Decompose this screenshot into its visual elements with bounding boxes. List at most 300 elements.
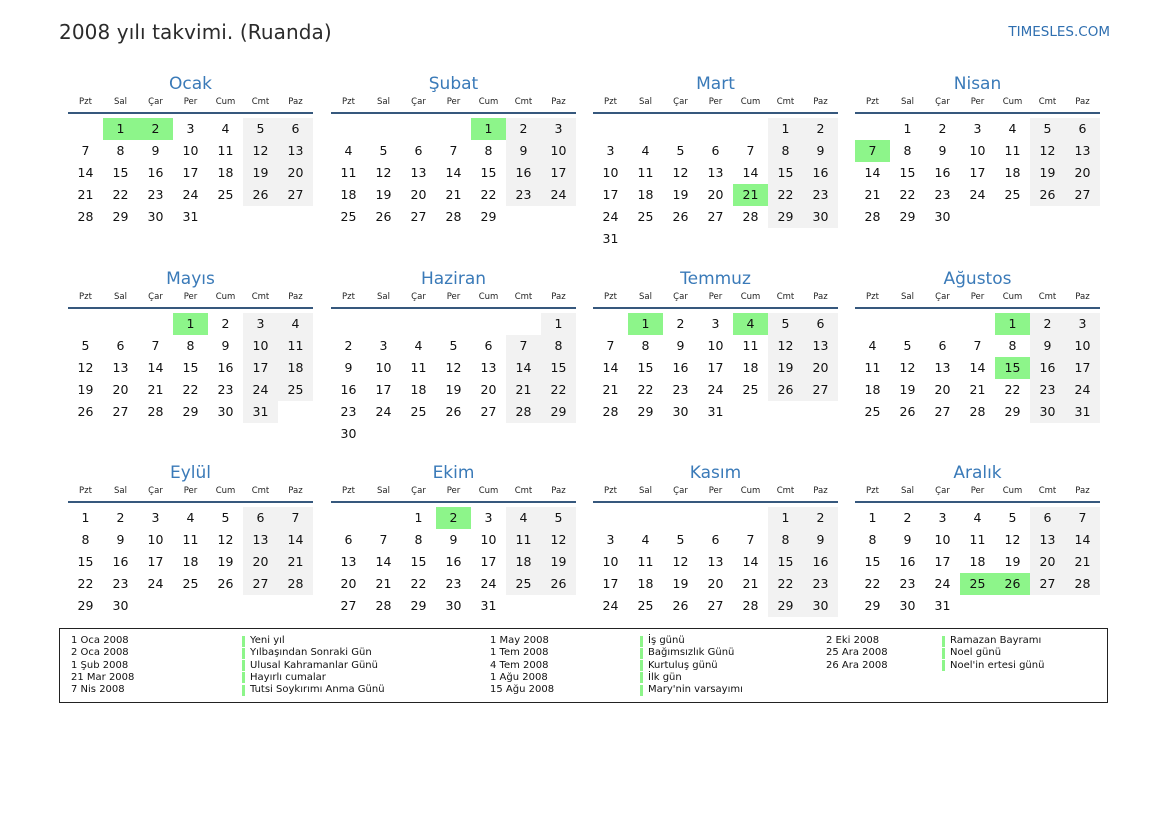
day-cell: 16 xyxy=(340,382,357,397)
day-cell: 14 xyxy=(375,554,392,569)
day-cell: 5 xyxy=(676,143,685,158)
day-cell: 13 xyxy=(934,360,951,375)
day-cell: 6 xyxy=(803,313,838,335)
day-cell: 11 xyxy=(637,165,654,180)
legend-holiday-name: Mary'nin varsayımı xyxy=(648,684,743,696)
weekday-label: Cmt xyxy=(251,292,270,302)
holiday-day-cell: 1 xyxy=(995,313,1030,335)
day-cell: 12 xyxy=(375,165,392,180)
month-block xyxy=(68,269,313,439)
day-cell: 9 xyxy=(344,360,353,375)
day-cell: 31 xyxy=(707,404,724,419)
day-cell: 5 xyxy=(1030,118,1065,140)
day-cell: 10 xyxy=(147,532,164,547)
day-cell: 8 xyxy=(116,143,125,158)
day-cell: 22 xyxy=(77,576,94,591)
weekday-label: Çar xyxy=(673,97,688,107)
weekday-label: Çar xyxy=(148,292,163,302)
day-cell: 6 xyxy=(344,532,353,547)
day-cell: 9 xyxy=(938,143,947,158)
month-rule xyxy=(68,307,313,309)
day-cell: 10 xyxy=(602,165,619,180)
day-cell: 14 xyxy=(445,165,462,180)
day-cell: 3 xyxy=(606,532,615,547)
day-cell: 16 xyxy=(445,554,462,569)
day-cell: 22 xyxy=(899,187,916,202)
day-cell: 22 xyxy=(480,187,497,202)
legend-holiday-marker xyxy=(942,636,945,647)
day-cell: 28 xyxy=(445,209,462,224)
day-cell: 21 xyxy=(77,187,94,202)
month-block xyxy=(68,463,313,633)
legend-holiday-name: Noel'in ertesi günü xyxy=(950,659,1045,671)
day-cell: 11 xyxy=(506,529,541,551)
weekday-label: Pzt xyxy=(79,97,92,107)
day-cell: 22 xyxy=(768,184,803,206)
day-cell: 4 xyxy=(186,510,195,525)
day-cell: 6 xyxy=(711,143,720,158)
day-cell: 18 xyxy=(742,360,759,375)
day-cell: 9 xyxy=(449,532,458,547)
day-cell: 11 xyxy=(410,360,427,375)
day-cell: 22 xyxy=(182,382,199,397)
legend-date: 15 Ağu 2008 xyxy=(490,684,555,696)
weekday-label: Sal xyxy=(639,486,652,496)
weekday-label: Pzt xyxy=(866,292,879,302)
day-cell: 15 xyxy=(77,554,94,569)
legend-holiday-name: Hayırlı cumalar xyxy=(250,671,326,683)
weekday-label: Paz xyxy=(813,97,828,107)
day-cell: 7 xyxy=(449,143,458,158)
day-cell: 29 xyxy=(77,598,94,613)
day-cell: 23 xyxy=(1030,379,1065,401)
day-cell: 31 xyxy=(480,598,497,613)
day-cell: 17 xyxy=(602,187,619,202)
holiday-day-cell: 15 xyxy=(995,357,1030,379)
day-cell: 5 xyxy=(768,313,803,335)
day-cell: 7 xyxy=(379,532,388,547)
day-cell: 1 xyxy=(768,118,803,140)
day-cell: 18 xyxy=(969,554,986,569)
day-cell: 23 xyxy=(445,576,462,591)
day-cell: 31 xyxy=(243,401,278,423)
day-cell: 10 xyxy=(934,532,951,547)
day-cell: 3 xyxy=(606,143,615,158)
day-cell: 30 xyxy=(340,426,357,441)
day-cell: 12 xyxy=(1030,140,1065,162)
month-name: Ocak xyxy=(169,74,212,94)
legend-holiday-marker xyxy=(640,648,643,659)
day-cell: 23 xyxy=(934,187,951,202)
day-cell: 24 xyxy=(375,404,392,419)
day-cell: 17 xyxy=(375,382,392,397)
month-rule xyxy=(68,501,313,503)
weekday-label: Çar xyxy=(148,486,163,496)
day-cell: 11 xyxy=(182,532,199,547)
weekday-label: Paz xyxy=(1075,292,1090,302)
legend-date: 1 Ağu 2008 xyxy=(490,671,548,683)
day-cell: 14 xyxy=(1065,529,1100,551)
weekday-label: Pzt xyxy=(342,97,355,107)
legend-holiday-name: Bağımsızlık Günü xyxy=(648,647,735,659)
day-cell: 13 xyxy=(243,529,278,551)
legend-holiday-marker xyxy=(942,648,945,659)
day-cell: 10 xyxy=(182,143,199,158)
day-cell: 2 xyxy=(676,316,685,331)
weekday-label: Paz xyxy=(551,97,566,107)
day-cell: 1 xyxy=(903,121,912,136)
day-cell: 8 xyxy=(768,529,803,551)
weekday-label: Çar xyxy=(148,97,163,107)
day-cell: 19 xyxy=(541,551,576,573)
day-cell: 24 xyxy=(480,576,497,591)
month-block xyxy=(855,463,1100,633)
day-cell: 3 xyxy=(541,118,576,140)
day-cell: 20 xyxy=(243,551,278,573)
day-cell: 3 xyxy=(151,510,160,525)
month-block xyxy=(331,269,576,439)
legend-holiday-name: Ramazan Bayramı xyxy=(950,635,1042,646)
month-rule xyxy=(593,501,838,503)
weekday-label: Sal xyxy=(901,97,914,107)
day-cell: 7 xyxy=(278,507,313,529)
day-cell: 15 xyxy=(410,554,427,569)
day-cell: 24 xyxy=(707,382,724,397)
weekday-label: Çar xyxy=(411,292,426,302)
day-cell: 10 xyxy=(1065,335,1100,357)
day-cell: 6 xyxy=(414,143,423,158)
month-block xyxy=(331,74,576,244)
weekday-label: Per xyxy=(183,292,198,302)
day-cell: 23 xyxy=(506,184,541,206)
month-rule xyxy=(855,501,1100,503)
day-cell: 6 xyxy=(278,118,313,140)
legend-date: 21 Mar 2008 xyxy=(71,671,135,683)
day-cell: 17 xyxy=(147,554,164,569)
weekday-label: Cmt xyxy=(1038,292,1057,302)
day-cell: 30 xyxy=(672,404,689,419)
day-cell: 17 xyxy=(541,162,576,184)
day-cell: 10 xyxy=(969,143,986,158)
day-cell: 8 xyxy=(641,338,650,353)
legend-date: 2 Oca 2008 xyxy=(71,647,129,659)
day-cell: 7 xyxy=(151,338,160,353)
weekday-label: Cmt xyxy=(514,486,533,496)
day-cell: 19 xyxy=(672,187,689,202)
legend-holiday-name: Yeni yıl xyxy=(250,635,285,646)
day-cell: 2 xyxy=(938,121,947,136)
day-cell: 7 xyxy=(506,335,541,357)
day-cell: 3 xyxy=(1065,313,1100,335)
day-cell: 20 xyxy=(1030,551,1065,573)
day-cell: 7 xyxy=(973,338,982,353)
day-cell: 10 xyxy=(375,360,392,375)
day-cell: 15 xyxy=(864,554,881,569)
day-cell: 1 xyxy=(414,510,423,525)
day-cell: 27 xyxy=(480,404,497,419)
day-cell: 31 xyxy=(182,209,199,224)
page-title: 2008 yılı takvimi. (Ruanda) xyxy=(59,20,332,44)
day-cell: 13 xyxy=(278,140,313,162)
day-cell: 14 xyxy=(742,554,759,569)
day-cell: 16 xyxy=(934,165,951,180)
day-cell: 4 xyxy=(344,143,353,158)
legend-holiday-name: Kurtuluş günü xyxy=(648,659,718,671)
day-cell: 24 xyxy=(934,576,951,591)
day-cell: 5 xyxy=(676,532,685,547)
day-cell: 10 xyxy=(243,335,278,357)
day-cell: 23 xyxy=(147,187,164,202)
day-cell: 20 xyxy=(803,357,838,379)
weekday-label: Pzt xyxy=(866,97,879,107)
day-cell: 4 xyxy=(506,507,541,529)
weekday-label: Per xyxy=(970,97,985,107)
day-cell: 28 xyxy=(506,401,541,423)
day-cell: 2 xyxy=(1030,313,1065,335)
day-cell: 6 xyxy=(938,338,947,353)
day-cell: 8 xyxy=(414,532,423,547)
day-cell: 15 xyxy=(480,165,497,180)
day-cell: 20 xyxy=(934,382,951,397)
day-cell: 24 xyxy=(182,187,199,202)
legend-holiday-name: İş günü xyxy=(648,635,685,646)
month-block xyxy=(855,269,1100,439)
legend-holiday-marker xyxy=(942,660,945,671)
day-cell: 29 xyxy=(112,209,129,224)
day-cell: 20 xyxy=(112,382,129,397)
day-cell: 3 xyxy=(186,121,195,136)
month-block xyxy=(593,74,838,244)
day-cell: 25 xyxy=(637,209,654,224)
day-cell: 18 xyxy=(182,554,199,569)
day-cell: 4 xyxy=(973,510,982,525)
day-cell: 10 xyxy=(541,140,576,162)
site-link[interactable]: TIMESLES.COM xyxy=(1008,24,1110,40)
legend-holiday-marker xyxy=(242,636,245,647)
weekday-label: Pzt xyxy=(604,486,617,496)
day-cell: 23 xyxy=(672,382,689,397)
weekday-label: Paz xyxy=(1075,486,1090,496)
day-cell: 27 xyxy=(707,209,724,224)
day-cell: 12 xyxy=(243,140,278,162)
day-cell: 18 xyxy=(1004,165,1021,180)
day-cell: 19 xyxy=(1030,162,1065,184)
weekday-label: Per xyxy=(708,97,723,107)
month-name: Mart xyxy=(696,74,735,94)
day-cell: 30 xyxy=(445,598,462,613)
day-cell: 7 xyxy=(81,143,90,158)
day-cell: 29 xyxy=(768,595,803,617)
day-cell: 13 xyxy=(480,360,497,375)
holiday-day-cell: 1 xyxy=(103,118,138,140)
day-cell: 19 xyxy=(445,382,462,397)
day-cell: 25 xyxy=(340,209,357,224)
day-cell: 21 xyxy=(375,576,392,591)
day-cell: 2 xyxy=(506,118,541,140)
day-cell: 14 xyxy=(147,360,164,375)
weekday-label: Sal xyxy=(114,486,127,496)
day-cell: 4 xyxy=(641,532,650,547)
weekday-label: Cum xyxy=(1002,97,1023,107)
legend-date: 1 Şub 2008 xyxy=(71,659,129,671)
day-cell: 1 xyxy=(81,510,90,525)
legend-date: 1 May 2008 xyxy=(490,635,549,646)
day-cell: 23 xyxy=(803,573,838,595)
day-cell: 6 xyxy=(1030,507,1065,529)
day-cell: 14 xyxy=(77,165,94,180)
holiday-day-cell: 7 xyxy=(855,140,890,162)
day-cell: 29 xyxy=(768,206,803,228)
day-cell: 27 xyxy=(410,209,427,224)
day-cell: 8 xyxy=(1008,338,1017,353)
day-cell: 18 xyxy=(217,165,234,180)
weekday-label: Per xyxy=(708,486,723,496)
day-cell: 1 xyxy=(541,313,576,335)
day-cell: 14 xyxy=(506,357,541,379)
weekday-label: Paz xyxy=(288,292,303,302)
day-cell: 25 xyxy=(1004,187,1021,202)
day-cell: 30 xyxy=(934,209,951,224)
weekday-label: Çar xyxy=(673,292,688,302)
day-cell: 23 xyxy=(803,184,838,206)
month-name: Şubat xyxy=(428,74,479,94)
day-cell: 31 xyxy=(1065,401,1100,423)
month-name: Temmuz xyxy=(680,269,751,289)
weekday-label: Çar xyxy=(935,292,950,302)
day-cell: 28 xyxy=(602,404,619,419)
day-cell: 4 xyxy=(1008,121,1017,136)
day-cell: 18 xyxy=(410,382,427,397)
day-cell: 8 xyxy=(768,140,803,162)
weekday-label: Sal xyxy=(377,292,390,302)
day-cell: 29 xyxy=(541,401,576,423)
holiday-day-cell: 21 xyxy=(733,184,768,206)
day-cell: 15 xyxy=(768,162,803,184)
day-cell: 23 xyxy=(112,576,129,591)
legend-date: 2 Eki 2008 xyxy=(826,635,880,646)
month-name: Ağustos xyxy=(943,269,1012,289)
day-cell: 21 xyxy=(1065,551,1100,573)
weekday-label: Paz xyxy=(813,292,828,302)
day-cell: 11 xyxy=(969,532,986,547)
day-cell: 9 xyxy=(903,532,912,547)
day-cell: 21 xyxy=(506,379,541,401)
day-cell: 23 xyxy=(899,576,916,591)
day-cell: 27 xyxy=(340,598,357,613)
day-cell: 23 xyxy=(340,404,357,419)
day-cell: 3 xyxy=(243,313,278,335)
day-cell: 18 xyxy=(278,357,313,379)
day-cell: 8 xyxy=(81,532,90,547)
month-name: Mayıs xyxy=(166,269,215,289)
month-rule xyxy=(855,307,1100,309)
day-cell: 15 xyxy=(899,165,916,180)
day-cell: 29 xyxy=(899,209,916,224)
day-cell: 13 xyxy=(112,360,129,375)
weekday-label: Pzt xyxy=(79,486,92,496)
day-cell: 24 xyxy=(541,184,576,206)
weekday-label: Cmt xyxy=(776,486,795,496)
day-cell: 5 xyxy=(1008,510,1017,525)
weekday-label: Per xyxy=(183,97,198,107)
day-cell: 24 xyxy=(243,379,278,401)
day-cell: 19 xyxy=(899,382,916,397)
day-cell: 19 xyxy=(672,576,689,591)
weekday-label: Cum xyxy=(478,292,499,302)
day-cell: 15 xyxy=(637,360,654,375)
day-cell: 31 xyxy=(602,231,619,246)
day-cell: 3 xyxy=(711,316,720,331)
day-cell: 9 xyxy=(1030,335,1065,357)
day-cell: 21 xyxy=(969,382,986,397)
day-cell: 9 xyxy=(803,529,838,551)
day-cell: 18 xyxy=(637,576,654,591)
weekday-label: Pzt xyxy=(79,292,92,302)
month-block xyxy=(593,463,838,633)
day-cell: 26 xyxy=(899,404,916,419)
weekday-label: Per xyxy=(183,486,198,496)
month-rule xyxy=(855,112,1100,114)
day-cell: 26 xyxy=(217,576,234,591)
day-cell: 24 xyxy=(602,209,619,224)
day-cell: 27 xyxy=(934,404,951,419)
day-cell: 30 xyxy=(112,598,129,613)
holiday-day-cell: 26 xyxy=(995,573,1030,595)
month-block xyxy=(331,463,576,633)
day-cell: 21 xyxy=(864,187,881,202)
day-cell: 18 xyxy=(637,187,654,202)
weekday-label: Cum xyxy=(215,486,236,496)
day-cell: 11 xyxy=(278,335,313,357)
month-name: Nisan xyxy=(953,74,1002,94)
weekday-label: Cum xyxy=(478,486,499,496)
day-cell: 1 xyxy=(768,507,803,529)
day-cell: 29 xyxy=(637,404,654,419)
day-cell: 9 xyxy=(676,338,685,353)
month-name: Haziran xyxy=(420,269,487,289)
day-cell: 13 xyxy=(1030,529,1065,551)
day-cell: 22 xyxy=(864,576,881,591)
day-cell: 20 xyxy=(707,187,724,202)
month-rule xyxy=(331,501,576,503)
weekday-label: Sal xyxy=(114,292,127,302)
weekday-label: Sal xyxy=(377,486,390,496)
holiday-day-cell: 25 xyxy=(960,573,995,595)
day-cell: 16 xyxy=(803,551,838,573)
day-cell: 30 xyxy=(147,209,164,224)
day-cell: 24 xyxy=(602,598,619,613)
day-cell: 16 xyxy=(1030,357,1065,379)
day-cell: 8 xyxy=(541,335,576,357)
weekday-label: Sal xyxy=(901,486,914,496)
day-cell: 3 xyxy=(379,338,388,353)
day-cell: 19 xyxy=(1004,554,1021,569)
day-cell: 22 xyxy=(112,187,129,202)
day-cell: 14 xyxy=(969,360,986,375)
day-cell: 4 xyxy=(868,338,877,353)
weekday-label: Çar xyxy=(411,97,426,107)
weekday-label: Çar xyxy=(935,97,950,107)
weekday-label: Sal xyxy=(901,292,914,302)
day-cell: 19 xyxy=(768,357,803,379)
day-cell: 6 xyxy=(116,338,125,353)
day-cell: 26 xyxy=(375,209,392,224)
weekday-label: Cmt xyxy=(776,97,795,107)
legend-date: 26 Ara 2008 xyxy=(826,659,888,671)
day-cell: 27 xyxy=(243,573,278,595)
weekday-label: Paz xyxy=(551,292,566,302)
weekday-label: Çar xyxy=(411,486,426,496)
